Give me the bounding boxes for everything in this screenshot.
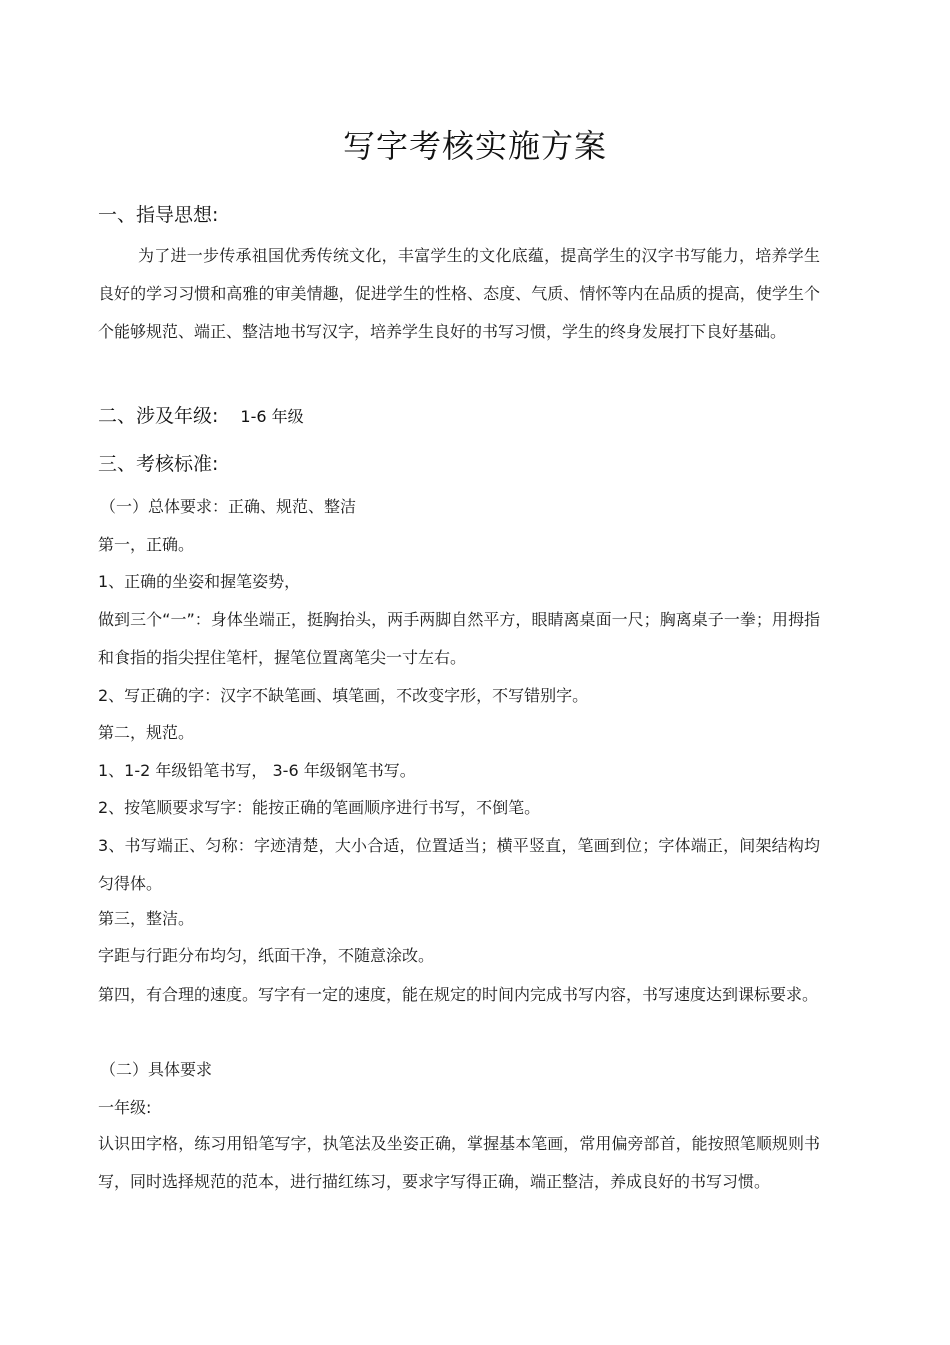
third-body: 字距与行距分布均匀，纸面干净，不随意涂改。 [98,946,435,965]
grade1-title: 一年级: [98,1098,152,1117]
guiding-thought-paragraph: 为了进一步传承祖国优秀传统文化，丰富学生的文化底蕴，提高学生的汉字书写能力，培养学生良好的学习习惯和高雅的审美情趣，促进学生的性格、态度、气质、情怀等内在品质的提高，使学生个个能够规范、端正、整洁地书写汉字，培养学生良好的书写习惯，学生的终身发展打下良好基础。 [98,246,820,341]
second-item2: 2、按笔顺要求写字：能按正确的笔画顺序进行书写，不倒笔。 [98,798,541,817]
fourth-speed: 第四，有合理的速度。写字有一定的速度，能在规定的时间内完成书写内容，书写速度达到课标要求。 [98,985,819,1004]
second-item3: 3、书写端正、匀称：字迹清楚，大小合适，位置适当；横平竖直，笔画到位；字体端正，间架结构均匀得体。 [98,836,820,893]
section-heading-guiding-thought: 一、指导思想: [98,204,219,226]
section-heading-assessment-standards: 三、考核标准: [98,453,219,475]
first-correct: 第一，正确。 [98,535,195,554]
grade1-body: 认识田字格，练习用铅笔写字，执笔法及坐姿正确，掌握基本笔画，常用偏旁部首，能按照笔顺规则书写，同时选择规范的范本，进行描红练习，要求字写得正确，端正整洁，养成良好的书写习惯。 [98,1134,820,1191]
first-item2: 2、写正确的字：汉字不缺笔画、填笔画，不改变字形，不写错别字。 [98,686,589,705]
document-title: 写字考核实施方案 [342,127,607,165]
specific-requirements-title: （二）具体要求 [100,1060,213,1079]
second-item1: 1、1-2 年级铅笔书写， 3-6 年级钢笔书写。 [98,761,416,780]
section-heading-grades [98,403,304,430]
first-item1-body: 做到三个“一”：身体坐端正，挺胸抬头，两手两脚自然平方，眼睛离桌面一尺；胸离桌子一拳；用拇指和食指的指尖捏住笔杆，握笔位置离笔尖一寸左右。 [98,610,820,667]
general-requirements-title: （一）总体要求：正确、规范、整洁 [100,497,357,516]
grades-value: 1-6 年级 [240,407,304,426]
third-neat: 第三，整洁。 [98,909,195,928]
second-standard: 第二，规范。 [98,723,195,742]
first-item1-title: 1、正确的坐姿和握笔姿势， [98,572,301,591]
grades-label: 二、涉及年级: [98,405,219,427]
